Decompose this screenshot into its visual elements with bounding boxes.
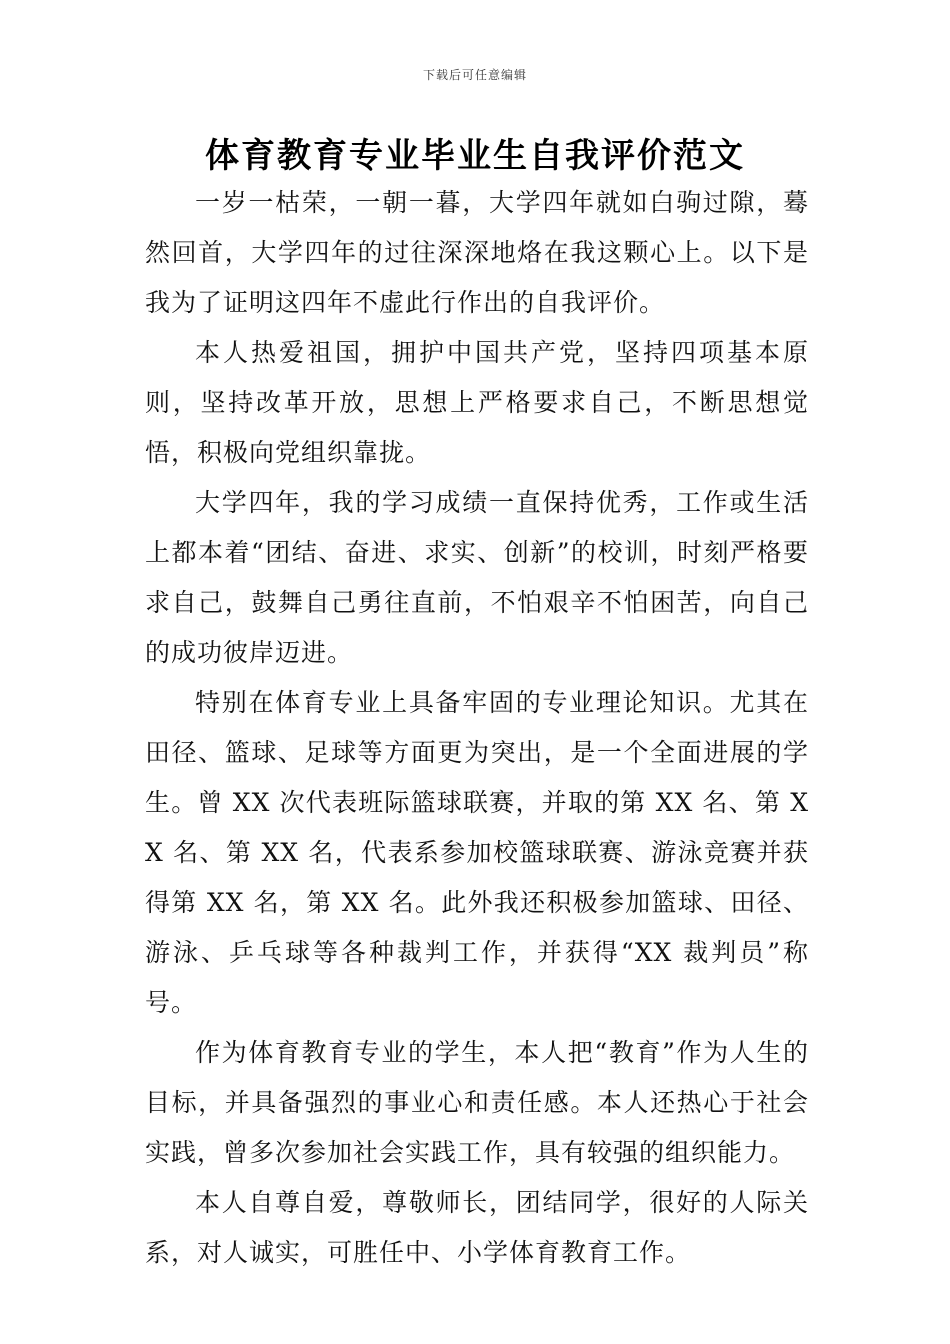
paragraph-6: 本人自尊自爱，尊敬师长，团结同学，很好的人际关系，对人诚实，可胜任中、小学体育教育工作。 xyxy=(145,1188,809,1267)
paragraph-3: 大学四年，我的学习成绩一直保持优秀，工作或生活上都本着“团结、奋进、求实、创新”的校训，时刻严格要求自己，鼓舞自己勇往直前，不怕艰辛不怕困苦，向自己的成功彼岸迈进。 xyxy=(145,488,809,667)
paragraph-4: 特别在体育专业上具备牢固的专业理论知识。尤其在田径、篮球、足球等方面更为突出，是一个全面进展的学生。曾 XX 次代表班际篮球联赛，并取的第 XX 名、第 XX 名、第 XX 名，代表系参加校篮球联赛、游泳竞赛并获得第 XX 名，第 XX 名。此外我还积极参加篮球、田径、游泳、乒乓球等各种裁判工作，并获得“XX 裁判员”称号。 xyxy=(145,688,809,1017)
document-title: 体育教育专业毕业生自我评价范文 xyxy=(205,136,745,176)
paragraph-5: 作为体育教育专业的学生，本人把“教育”作为人生的目标，并具备强烈的事业心和责任感。本人还热心于社会实践，曾多次参加社会实践工作，具有较强的组织能力。 xyxy=(145,1038,809,1167)
document-body xyxy=(145,178,809,1278)
paragraph-1: 一岁一枯荣，一朝一暮，大学四年就如白驹过隙，蓦然回首，大学四年的过往深深地烙在我这颗心上。以下是我为了证明这四年不虚此行作出的自我评价。 xyxy=(145,188,809,317)
header-note: 下载后可任意编辑 xyxy=(422,68,527,82)
paragraph-2: 本人热爱祖国，拥护中国共产党，坚持四项基本原则，坚持改革开放，思想上严格要求自己，不断思想觉悟，积极向党组织靠拢。 xyxy=(145,338,809,467)
